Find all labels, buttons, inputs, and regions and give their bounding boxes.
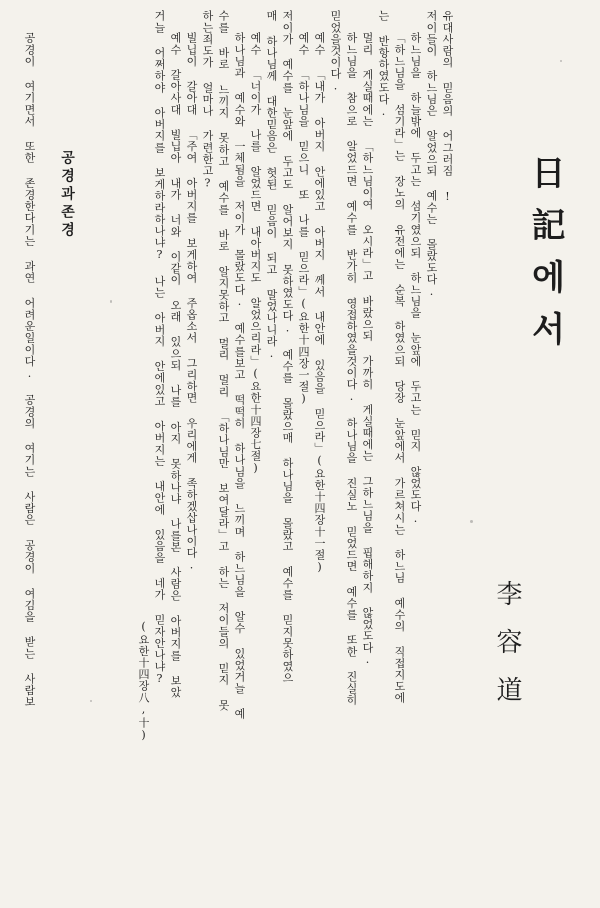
paper-speck [470, 520, 473, 523]
body-column: 빌닙이 갈아대 「주여 아버지를 보게하여 주옵소서 그리하면 우리에게 족하겠삽나이다. [185, 32, 198, 572]
body-column: 멀리 게실때에는 「하느님이여 오시라」고 바랐으되 가까히 게실때에는 그하느님을 핍해하지 않었도다. [361, 32, 374, 667]
body-column: 예수 「내가 아버지 안에있고 아버지 께서 내안에 있음을 믿으라」(요한十四장十一절) [313, 32, 326, 574]
body-column: 하느님을 참으로 알었드면 예수를 반가히 영접하였을것이다. 하나님을 진실노 믿었드면 예수를 또한 진실히 [345, 32, 358, 706]
body-column: 공경이 여기면서 또한 존경한다기는 과연 어려운일이다. 공경의 여기는 사람은 공경이 여김을 받는 사람보 [23, 32, 36, 708]
body-column: 예수 「하나님을 믿으니 또 나를 믿으라」(요한十四장一절) [297, 32, 310, 406]
body-column: 저이들이 하느님은 알었으되 예수는 몰랐도다. [425, 10, 438, 299]
paper-speck [110, 300, 112, 303]
body-column: 하는죄도가 얼마나 가련한고? [201, 10, 214, 190]
body-column: 예수 「너이가 나를 알었드면 내아버지도 알었으리라」(요한十四장七절) [249, 32, 262, 476]
body-column: (요한十四장八,十) [137, 620, 150, 742]
body-column: 는 반항하였도다. [377, 10, 390, 119]
body-column: 유대사람의 믿음의 어그러짐 ! [441, 10, 454, 204]
paper-speck [90, 700, 92, 702]
article-title: 日記에서 [525, 155, 565, 363]
body-column: 하느님을 하늘밖에 두고는 섬기였으되 하느님을 눈앞에 두고는 믿지 않었도다. [409, 32, 422, 526]
body-column: 예수 갈아사대 빌닙아 내가 너와 이같이 오래 있으되 나를 아지 못하나냐 나를본 사람은 아버지를 보았 [169, 32, 182, 698]
body-column: 수를 바로 느끼지 못하고 예수를 바로 알지못하고 멀리 멀리 「하나님만 보여달라」고 하는 저이들의 믿지 못 [217, 10, 230, 711]
author-name: 李容道 [492, 580, 522, 724]
body-column: 「하느님을 섬기라」는 장노의 유전에는 순복 하였으되 당장 눈앞에서 가르쳐시는 하느님 예수의 직접지도에 [393, 32, 406, 704]
paper-speck [560, 60, 562, 62]
body-column: 하나님과 예수와 一체됨을 저이가 몰랐도다. 예수를보고 떡떡히 하나님을 느끼며 하느님을 알수 있었거늘 예 [233, 32, 246, 720]
body-column: 저이가 예수를 눈앞에 두고도 알어보지 못하였도다. 예수를 몰랐으매 하나님을 몰랐고 예수를 믿지못하였으 [281, 10, 294, 684]
section-heading: 공경과존경 [59, 150, 75, 240]
body-column: 믿었을것이다. [329, 10, 342, 94]
body-column: 거늘 어쩌하야 아버지를 보게하라하나냐? 나는 아버지 안에있고 아버지는 내안에 있음을 네가 믿자안나냐? [153, 10, 166, 686]
body-column: 매 하나님께 대한믿음은 헛된 믿음이 되고 말었나니라. [265, 10, 278, 361]
